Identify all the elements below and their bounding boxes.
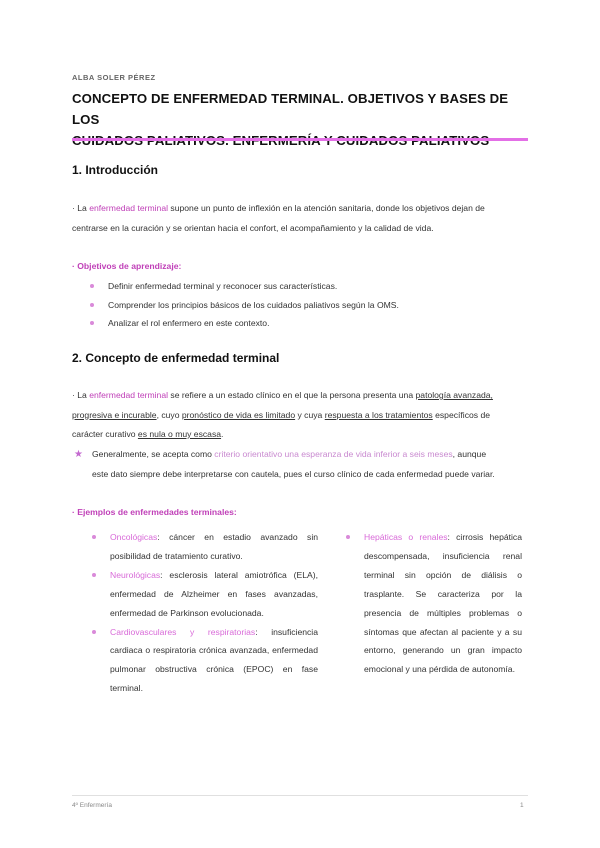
list-item: Analizar el rol enfermero en este contexto. [90,314,399,333]
underlined-text: respuesta a los tratamientos [324,409,433,420]
star-icon: ★ [74,449,83,460]
underlined-text: es nula o muy escasa [137,429,222,439]
list-item: Cardiovasculares y respiratorias: insuficiencia cardiaca o respiratoria crónica avanzada, enfermedad pulmonar obstructiva crónica (EPOC) en fase terminal. [92,623,318,699]
bullet-icon [90,321,94,325]
para-prefix: · La [72,203,90,213]
example-label: Hepáticas o renales [364,532,448,542]
title-line-1: CONCEPTO DE ENFERMEDAD TERMINAL. OBJETIVOS Y BASES DE LOS [72,91,509,127]
underlined-text: progresiva e incurable [72,409,157,420]
list-item: Definir enfermedad terminal y reconocer sus características. [90,277,399,296]
page-title [72,88,532,151]
footer-course: 4º Enfermería [72,802,112,809]
underlined-text: patología avanzada, [415,390,493,400]
list-item: Hepáticas o renales: cirrosis hepática descompensada, insuficiencia renal terminal sin opción de diálisis o trasplante. Se caracteriza por la presencia de múltiples problemas o síntomas que afectan al paciente y a su entorno, generando un gran impacto emocional y una pérdida de autonomía. [346,528,522,679]
bullet-icon [92,535,96,539]
list-item: Comprender los principios básicos de los cuidados paliativos según la OMS. [90,296,399,315]
example-label: Oncológicas [110,532,158,542]
highlight-term: enfermedad terminal [89,203,169,213]
highlight-term: enfermedad terminal [89,390,169,400]
underlined-text: pronóstico de vida es limitado [181,409,296,420]
bullet-icon [92,573,96,577]
title-divider [72,138,528,141]
author-name: ALBA SOLER PÉREZ [72,73,156,82]
example-label: Neurológicas [110,569,161,580]
bullet-icon [90,284,94,288]
criterion-note: ★ Generalmente, se acepta como criterio orientativo una esperanza de vida inferior a seis meses, aunque este dato siempre debe interpretarse con cautela, pues el curso clínico de cada enfermedad puede variar. [92,445,528,484]
para-text: supone un punto de inflexión en la atención sanitaria, donde los objetivos dejan de [168,203,485,213]
page-number: 1 [520,802,524,809]
examples-right-column [346,528,522,679]
section-1-heading: 1. Introducción [72,163,159,177]
list-item: Neurológicas: esclerosis lateral amiotrófica (ELA), enfermedad de Alzheimer en fases avanzadas, enfermedad de Parkinson evolucionada. [92,566,318,623]
section-1-paragraph [72,199,528,238]
highlight-criterion: criterio orientativo una esperanza de vida inferior a seis meses [214,449,453,459]
section-2-paragraph: · La enfermedad terminal se refiere a un estado clínico en el que la persona presenta una patología avanzada, progresiva e incurable, cuyo pronóstico de vida es limitado y cuya respuesta a los tratamientos específicos de carácter curativo es nula o muy escasa. [72,390,493,439]
list-item: Oncológicas: cáncer en estadio avanzado sin posibilidad de tratamiento curativo. [92,528,318,566]
objectives-list [90,277,399,333]
para-text: centrarse en la curación y se orientan hacia el confort, el acompañamiento y la calidad de vida. [72,222,434,233]
examples-label: · Ejemplos de enfermedades terminales: [72,507,237,517]
footer-divider [72,795,528,796]
examples-left-column [92,528,318,698]
bullet-icon [90,303,94,307]
example-label: Cardiovasculares y respiratorias [110,626,256,637]
section-2-heading: 2. Concepto de enfermedad terminal [72,351,280,365]
bullet-icon [346,535,350,539]
bullet-icon [92,630,96,634]
objectives-label: · Objetivos de aprendizaje: [72,261,182,271]
